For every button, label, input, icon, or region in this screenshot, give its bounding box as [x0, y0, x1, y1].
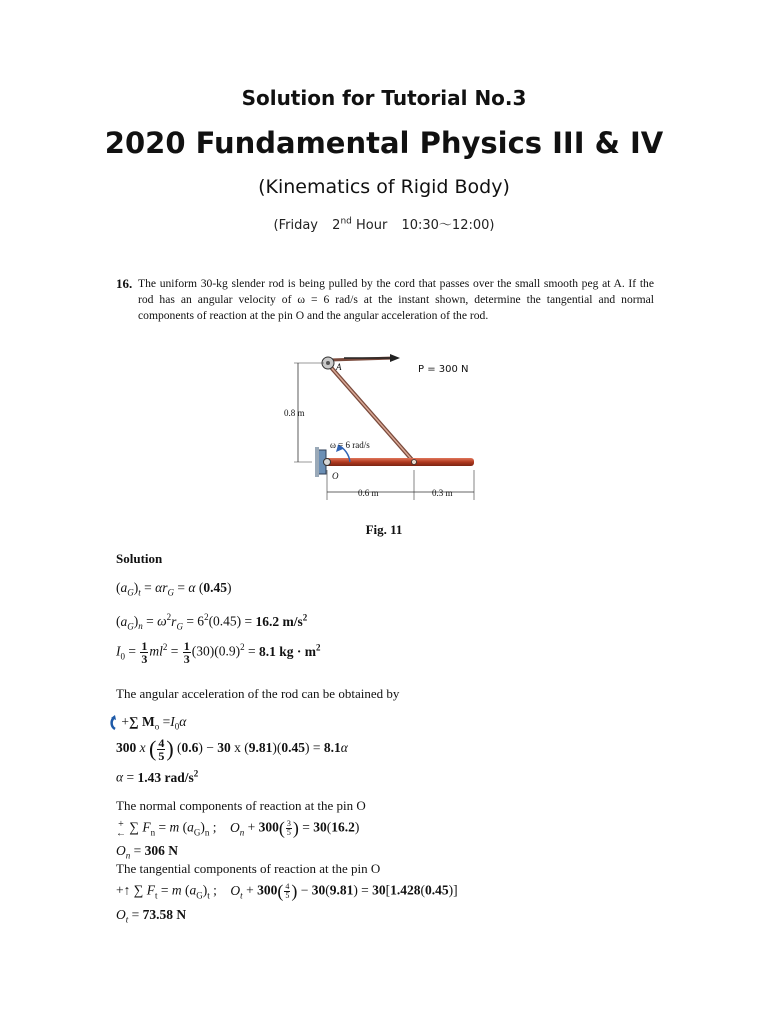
text-tangential-intro: The tangential components of reaction at the pin O — [116, 861, 381, 876]
equation-moment-sum: +∑ $M_o =I_0\alpha$ — [106, 714, 186, 732]
topic-subtitle: (Kinematics of Rigid Body) — [258, 176, 510, 198]
equation-moment-inertia: $I_0$ = $\frac{1}{3}$ $ml^2$ = $\frac{1}{3}$ $(30)(0.9)^2 = 8.1$ kg · $m^2$ — [116, 639, 321, 666]
text-angular-intro: The angular acceleration of the rod can be obtained by — [116, 686, 400, 701]
len2-label: 0.3 m — [432, 488, 453, 498]
tutorial-title: Solution for Tutorial No.3 — [241, 86, 527, 110]
equation-tangential-result: $O_t = 73.58$ N — [116, 907, 187, 925]
equation-normal-force: + ← ∑ $F_n = m$ $(a_G)_n$ ; $O_n + 300$( $\frac{3}{5}$ ) = 30(16.2) — [116, 818, 360, 839]
schedule-hour: 2nd Hour — [332, 216, 388, 233]
equation-moment-values: 300 x ( $\frac{4}{5}$ ) (0.6) − 30 x (9.81)(0.45) = 8.1α — [116, 735, 348, 763]
text-normal-intro: The normal components of reaction at the pin O — [116, 798, 366, 813]
problem-statement: The uniform 30-kg slender rod is being pulled by the cord that passes over the small smooth peg at A. If the rod has an angular velocity of ω = 6 rad/s at the instant shown, determine the tangential and normal components of reaction at the pin O and the angular acceleration of the rod. — [138, 277, 654, 322]
omega-label: ω = 6 rad/s — [330, 440, 370, 450]
figure-caption: Fig. 11 — [365, 522, 403, 537]
equation-normal-accel: $(a_G)_n = \omega^2r_G = 6^2(0.45) = 16.2$ $m/s^2$ — [116, 612, 308, 632]
len1-label: 0.6 m — [358, 488, 379, 498]
problem-number: 16. — [116, 276, 133, 291]
peg-label: A — [336, 362, 342, 372]
solution-heading: Solution — [116, 551, 163, 566]
force-label: P = 300 N — [418, 364, 469, 375]
schedule-line — [0, 214, 768, 233]
pin-label: O — [332, 471, 339, 481]
height-label: 0.8 m — [284, 408, 305, 418]
equation-normal-result: $O_n = 306$ N — [116, 843, 178, 861]
equation-alpha-result: α = 1.43 rad/$s^2$ — [116, 768, 199, 785]
ccw-arrow-icon — [106, 715, 118, 731]
pin-o — [324, 459, 331, 466]
rod-diagram — [284, 350, 484, 505]
course-title: 2020 Fundamental Physics III & IV — [104, 126, 664, 160]
slender-rod — [324, 458, 474, 466]
schedule-time: 10:30～12:00) — [401, 218, 495, 233]
equation-tangential-force: +↑ ∑ $F_t = m$ $(a_G)_t$ ; $O_t + 300$( $\frac{4}{5}$ ) − 30(9.81) = 30[1.428(0.45)] — [116, 881, 458, 901]
equation-tangential-accel: $(a_G)_t = \alpha r_G = \alpha$ (0.45) — [116, 580, 232, 598]
schedule-day: (Friday — [273, 218, 319, 233]
